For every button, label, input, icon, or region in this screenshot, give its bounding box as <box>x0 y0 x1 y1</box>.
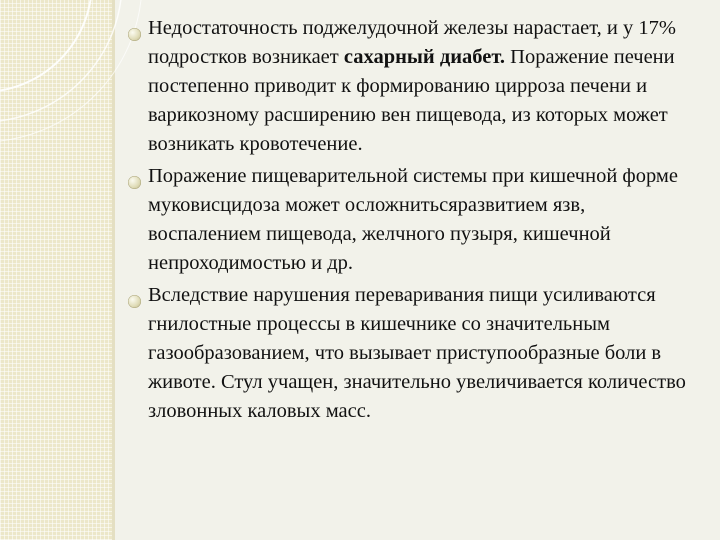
bullet-1-bold-term: сахарный диабет. <box>343 46 506 68</box>
bullet-text-2: Поражение пищеварительной системы при кишечной форме муковисцидоза может осложнитьсяразвитием язв, воспалением пищевода, желчного пузыря, кишечной непроходимостью и др. <box>148 165 678 274</box>
bullet-1-part-2: Поражение печени постепенно приводит к формированию цирроза печени и варикозному расширению вен пищевода, из которых может возникать кровотечение. <box>148 46 675 155</box>
bullet-dot-icon <box>128 28 141 41</box>
bullet-text-3: Вследствие нарушения переваривания пищи усиливаются гнилостные процессы в кишечнике со значительным газообразованием, что вызывает приступообразные боли в животе. Стул учащен, значительно увеличивается количество зловонных каловых масс. <box>148 284 686 422</box>
bullet-1-part-1: Недостаточность поджелудочной железы нарастает, и у 17% подростков возникает <box>148 17 676 68</box>
slide-content <box>128 14 702 429</box>
bullet-dot-icon <box>128 295 141 308</box>
bullet-item-1 <box>128 14 702 159</box>
bullet-item-2 <box>128 162 702 278</box>
bullet-text-1 <box>148 14 702 159</box>
bullet-dot-icon <box>128 176 141 189</box>
bullet-item-3 <box>128 281 702 426</box>
bullet-list <box>128 14 702 426</box>
